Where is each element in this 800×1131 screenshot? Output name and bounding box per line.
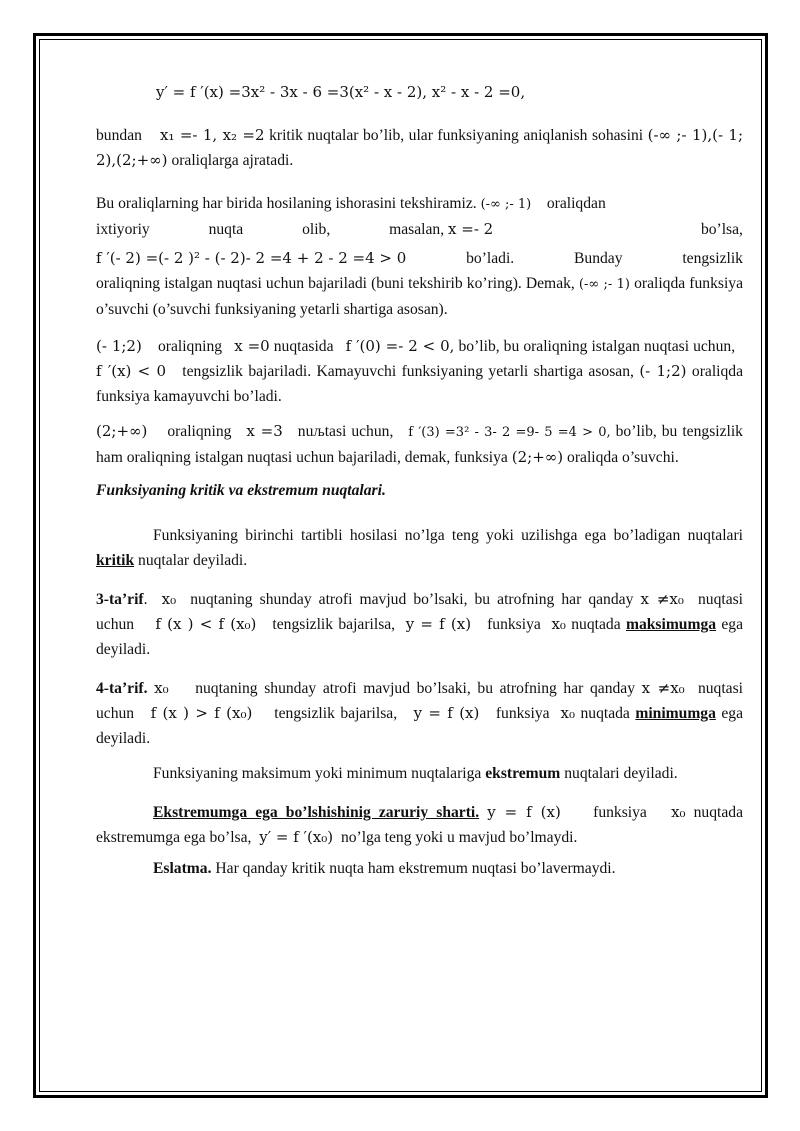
text: tengsizlik bajarilsa, — [272, 616, 396, 633]
document-body — [96, 74, 743, 881]
text: nuqtaning shunday atrofi mavjud bo’lsaki, bu atrofning har qanday — [195, 680, 636, 697]
necessary-condition-title: Ekstremumga ega bo’lshishinig zaruriy sharti. — [153, 804, 480, 821]
text: oraliqda funksiya o’suvchi (o’suvchi funksiyaning yetarli shartiga asosan). — [96, 275, 743, 318]
text: nuqtasi uchun, — [644, 338, 736, 355]
formula: y′ = f ′(x) =3x² - 3x - 6 =3(x² - x - 2), x² - x - 2 =0, — [156, 83, 526, 101]
definition-4 — [96, 676, 743, 751]
term-minimumga: minimumga — [635, 705, 716, 722]
text: bo’lib, bu oraliqning istalgan — [458, 338, 640, 355]
paragraph-critical-points — [96, 123, 743, 173]
text: oraliqda funksiya kamayuvchi bo’ladi. — [96, 363, 743, 405]
paragraph-interval-1-line2 — [96, 217, 743, 242]
text: funksiya — [487, 616, 541, 633]
formula: (-∞ ;- 1) — [480, 197, 532, 212]
text: tengsizlik — [682, 250, 743, 267]
paragraph-interval-3 — [96, 419, 743, 470]
formula: y = f (x) — [413, 704, 480, 722]
paragraph-extremum-definition — [96, 761, 743, 786]
formula: (-∞ ;- 1) — [578, 277, 630, 292]
formula: f ′(- 2) =(- 2 )² - (- 2)- 2 =4 + 2 - 2 =4 > 0 — [96, 249, 407, 267]
text: nuqtalar deyiladi. — [138, 552, 248, 569]
formula: x₀ — [671, 803, 686, 821]
formula: x =3 — [246, 422, 283, 440]
text: oraliqning — [157, 338, 223, 355]
formula: x ≠x₀ — [640, 590, 684, 608]
text: nuљtasi uchun, — [297, 423, 394, 440]
text: bo’ladi. — [466, 250, 515, 267]
text: oraliqning — [167, 423, 232, 440]
paragraph-interval-2 — [96, 334, 743, 409]
text: nuqtada — [571, 616, 621, 633]
formula: x ≠x₀ — [641, 679, 685, 697]
formula: (- 1;2) — [96, 337, 142, 355]
text: bundan — [96, 127, 142, 144]
text: nuqtaning shunday atrofi mavjud bo’lsaki, bu atrofning har qanday — [190, 591, 634, 608]
section-heading: Funksiyaning kritik va ekstremum nuqtalari. — [96, 482, 386, 499]
text: nuqtalari deyiladi. — [564, 765, 678, 782]
text: Funksiyaning birinchi tartibli hosilasi no’lga teng yoki uzilishga ega bo’ladigan nuqtalari — [153, 527, 743, 544]
formula: x₀ — [154, 679, 169, 697]
formula: y = f (x) — [405, 615, 472, 633]
paragraph-necessary-condition — [96, 800, 743, 850]
paragraph-critical-definition — [96, 523, 743, 573]
text: nuqtada — [580, 705, 630, 722]
formula: (2;+∞) — [96, 422, 148, 440]
term-kritik: kritik — [96, 552, 135, 569]
text: nuqta — [208, 221, 244, 238]
formula: (-∞ ;- 1),(- 1; 2),(2;+∞) — [96, 126, 744, 169]
text: Funksiyaning maksimum yoki minimum nuqtalariga — [153, 765, 482, 782]
text: . — [143, 591, 148, 608]
formula: f ′(0) =- 2 < 0, — [345, 337, 455, 355]
formula: f ′(x) < 0 — [96, 362, 167, 380]
formula: x₀ — [161, 590, 177, 608]
text: funksiya — [495, 705, 550, 722]
formula: y = f (x) — [487, 803, 561, 821]
formula: (- 1;2) — [639, 362, 687, 380]
text: shartiga asosan, — [533, 363, 634, 380]
text: ega deyiladi. — [96, 616, 744, 658]
formula: x =- 2 — [448, 220, 494, 238]
formula: x₀ — [551, 615, 566, 633]
text: nuqtasi uchun — [96, 591, 744, 633]
formula: f ′(3) =3² - 3- 2 =9- 5 =4 > 0, — [408, 425, 611, 440]
text: bo’lsa, — [700, 221, 743, 238]
derivative-formula — [96, 80, 743, 105]
text: nuqtasi uchun — [96, 680, 743, 722]
definition-label: 3-ta’rif — [96, 591, 144, 608]
paragraph-interval-1 — [96, 191, 743, 217]
formula: (2;+∞) — [511, 448, 564, 466]
term-maksimumga: maksimumga — [625, 616, 717, 633]
term-ekstremum: ekstremum — [485, 765, 561, 782]
formula: x₁ =- 1, x₂ =2 — [159, 126, 265, 144]
text: Bu oraliqlarning har birida hosilaning ishorasini tekshiramiz. — [96, 195, 477, 212]
text: ega deyiladi. — [96, 705, 744, 747]
formula: x =0 — [234, 337, 270, 355]
text: nuqtada ekstremumga ega bo’lsa, — [96, 804, 743, 846]
paragraph-interval-1-line3 — [96, 246, 743, 271]
text: masalan, — [389, 221, 445, 238]
text: no’lga teng yoki u mavjud bo’lmaydi. — [340, 829, 578, 846]
text: Har qanday kritik nuqta ham ekstremum nuqtasi bo’lavermaydi. — [215, 860, 616, 877]
formula: y′ = f ′(x₀) — [259, 828, 334, 846]
paragraph-interval-1-rest — [96, 271, 743, 322]
note-label: Eslatma. — [153, 860, 212, 877]
text: funksiya — [593, 804, 647, 821]
definition-3 — [96, 587, 743, 662]
text: oraliqda o’suvchi. — [567, 449, 679, 466]
text: oraliqning istalgan nuqtasi uchun bajariladi (buni tekshirib ko’ring). Demak, — [96, 275, 575, 292]
text: bo’lib, bu — [615, 423, 678, 440]
text: tengsizlik ham oraliqning istalgan nuqtasi uchun bajariladi, demak, funksiya — [96, 423, 743, 466]
text: nuqtasida — [273, 338, 334, 355]
formula: f (x ) < f (x₀) — [155, 615, 257, 633]
formula: f (x ) > f (x₀) — [150, 704, 253, 722]
text: kritik nuqtalar bo’lib, ular funksiyaning aniqlanish sohasini — [269, 127, 644, 144]
text: oraliqdan — [546, 195, 606, 212]
text: tengsizlik bajariladi. Kamayuvchi funksiyaning yetarli — [182, 363, 529, 380]
text: ixtiyoriy — [96, 221, 150, 238]
text: olib, — [302, 221, 331, 238]
text: oraliqlarga ajratadi. — [171, 152, 294, 169]
text: tengsizlik bajarilsa, — [274, 705, 398, 722]
formula: x₀ — [560, 704, 575, 722]
text: Bunday — [574, 250, 623, 267]
definition-label: 4-ta’rif. — [96, 680, 148, 697]
paragraph-note — [96, 856, 743, 881]
